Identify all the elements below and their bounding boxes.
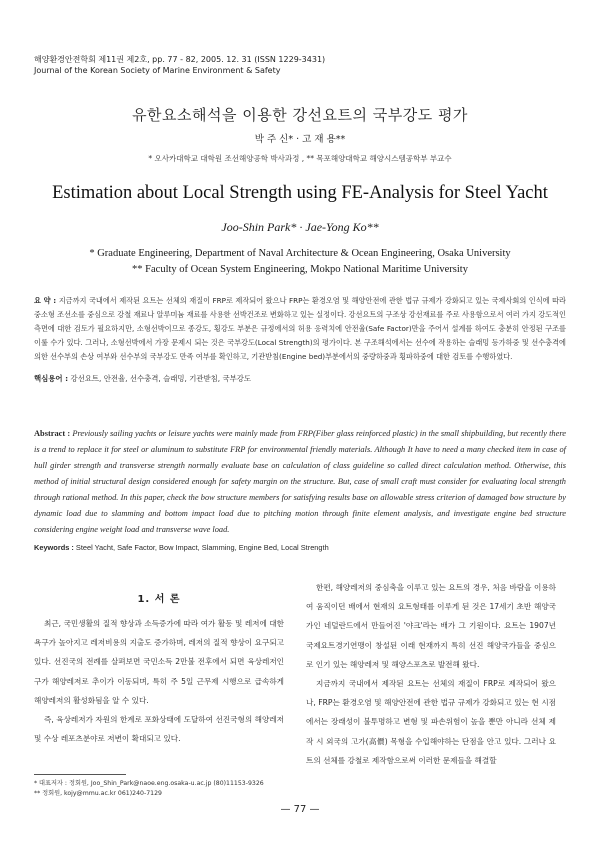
body-paragraph: 지금까지 국내에서 제작된 요트는 선체의 재질이 FRP로 제작되어 왔으나, FRP는 환경오염 및 해양안전에 관한 법규 규제가 강화되고 있는 현 시점에서는 장래성이 불투명하고 변형 및 파손위험이 높을 뿐만 아니라 선체 제작 시 외국의 고가(高價) 목형을 수입해야하는 단점을 안고 있다. 그러나 요트의 선체를 강철로 제작함으로써 이러한 문제들을 해결할 xyxy=(306,679,556,765)
english-keywords-text: Steel Yacht, Safe Factor, Bow Impact, Slamming, Engine Bed, Local Strength xyxy=(75,543,329,552)
korean-abstract-text: 지금까지 국내에서 제작된 요트는 선체의 재질이 FRP로 제작되어 왔으나 FRP는 환경오염 및 해양안전에 관한 법규 규제가 강화되고 있는 국제사회의 인식에 따라 중소형 조선소를 중심으로 강철 재료나 알루미늄 재료를 사용한 선박건조로 변화하고 있는 실정이다. 강선요트의 구조상 강선재료를 주로 사용함으로서 여러 가지 강도적인 측면에 대한 검토가 필요하지만, 소형선박이므로 종강도, 횡강도 부분은 규정에서의 허용 응력치에 안전율(Safe Factor)만을 주어서 설계를 하여도 충분히 안정된 구조를 이룰 수가 있다. 그러나, 소형선박에서 가장 문제시 되는 것은 국부강도(Local Strength)의 평가이다. 본 구조해석에서는 선수에 작용하는 슬래밍 등가하중 및 선수충격에 의한 선수부의 손상 여부와 선수부의 국부강도 만족 여부를 확인하고, 기관받침(Engine bed)부분에서의 중량하중과 횡파하중에 대한 검토를 수행하였다. xyxy=(34,296,566,361)
body-right-column xyxy=(306,578,556,770)
english-title: Estimation about Local Strength using FE-Analysis for Steel Yacht xyxy=(52,183,548,203)
english-authors: Joo-Shin Park* · Jae-Yong Ko** xyxy=(221,220,379,234)
english-abstract-label: Abstract : xyxy=(34,429,71,438)
body-left-column xyxy=(34,614,284,748)
english-keywords xyxy=(34,543,329,552)
footnotes xyxy=(34,779,264,799)
footnote-2: ** 정회원, kojy@mmu.ac.kr 061)240-7129 xyxy=(34,790,162,797)
korean-keywords xyxy=(34,373,251,384)
journal-name: Journal of the Korean Society of Marine Environment & Safety xyxy=(34,66,281,75)
section-heading-introduction: 1. 서 론 xyxy=(137,594,181,605)
english-affiliation-1: * Graduate Engineering, Department of Naval Architecture & Ocean Engineering, Osaka University xyxy=(89,248,511,259)
journal-citation: 해양환경안전학회 제11권 제2호, pp. 77 - 82, 2005. 12. 31 (ISSN 1229-3431) xyxy=(34,55,326,64)
korean-abstract-label: 요 약 : xyxy=(34,296,57,305)
footnote-divider xyxy=(34,774,126,775)
korean-abstract xyxy=(34,294,566,364)
journal-header xyxy=(34,54,325,76)
english-abstract-text: Previously sailing yachts or leisure yachts were mainly made from FRP(Fiber glass reinforced plastic) in the small shipbuilding, but recently there is a trend to replace it for steel or aluminum to substitute FRP for environmental friendly materials. Although It have to need a many checked item in case of hull girder strength and transverse strength normally evaluate base on calculation of class guideline so called direct calculation method. Otherwise, this method of initial structural design considered enough for safety margin on the structure. But, case of small craft must consider for evaluating local strength through rational method. In this paper, check the bow structure members for satisfying results base on allowable stress criterion of damaged bow structure by dynamic load due to slamming and bottom impact load due to pitching motion through finite element analysis, and investigate engine bed structure considering engine weight load and transverse wave load. xyxy=(34,429,566,534)
english-abstract xyxy=(34,426,566,538)
body-paragraph: 최근, 국민생활의 질적 향상과 소득증가에 따라 여가 활동 및 레저에 대한 욕구가 높아지고 레저비용의 지출도 증가하며, 레저의 질적 향상이 요구되고 있다. 선진국의 전례를 살펴보면 국민소득 2만불 전후에서 되면 육상레저인구가 해양레저로 추이가 이동되며, 특히 주 5일 근무제 시행으로 급속하게 해양레저의 활성화됨을 알 수 있다. xyxy=(34,619,284,705)
korean-keywords-text: 강선요트, 안전율, 선수충격, 슬래밍, 기관받침, 국부강도 xyxy=(70,374,252,383)
body-paragraph: 한편, 해양레저의 중심축을 이루고 있는 요트의 경우, 처음 바람을 이용하여 움직이던 배에서 현재의 요트형태를 이루게 된 것은 17세기 초반 해양국가인 네덜란드에서 만들어진 '야크'라는 배가 그 기원이다. 요트는 1907년 국제요트경기연맹이 창설된 이래 현재까지 특히 선진 해양국가들을 중심으로 인기 있는 해양레저 및 해양스포츠로 발전해 왔다. xyxy=(306,583,556,669)
body-paragraph: 즉, 육상레저가 자원의 한계로 포화상태에 도달하여 선진국형의 해양레저 및 수상 레포츠분야로 저변이 확대되고 있다. xyxy=(34,715,284,744)
footnote-1: * 대표저자 : 정회원, Joo_Shin_Park@naoe.eng.osaka-u.ac.jp (80)11153-9326 xyxy=(34,780,264,787)
korean-keywords-label: 핵심용어 : xyxy=(34,374,69,383)
page-number: — 77 — xyxy=(280,804,320,815)
korean-authors: 박 주 신* · 고 재 용** xyxy=(254,134,346,145)
english-affiliation-2: ** Faculty of Ocean System Engineering, Mokpo National Maritime University xyxy=(132,264,468,275)
korean-affiliation: * 오사카대학교 대학원 조선해양공학 박사과정 , ** 목포해양대학교 해양시스템공학부 부교수 xyxy=(148,154,452,163)
english-keywords-label: Keywords : xyxy=(34,543,74,552)
korean-title: 유한요소해석을 이용한 강선요트의 국부강도 평가 xyxy=(132,106,468,124)
